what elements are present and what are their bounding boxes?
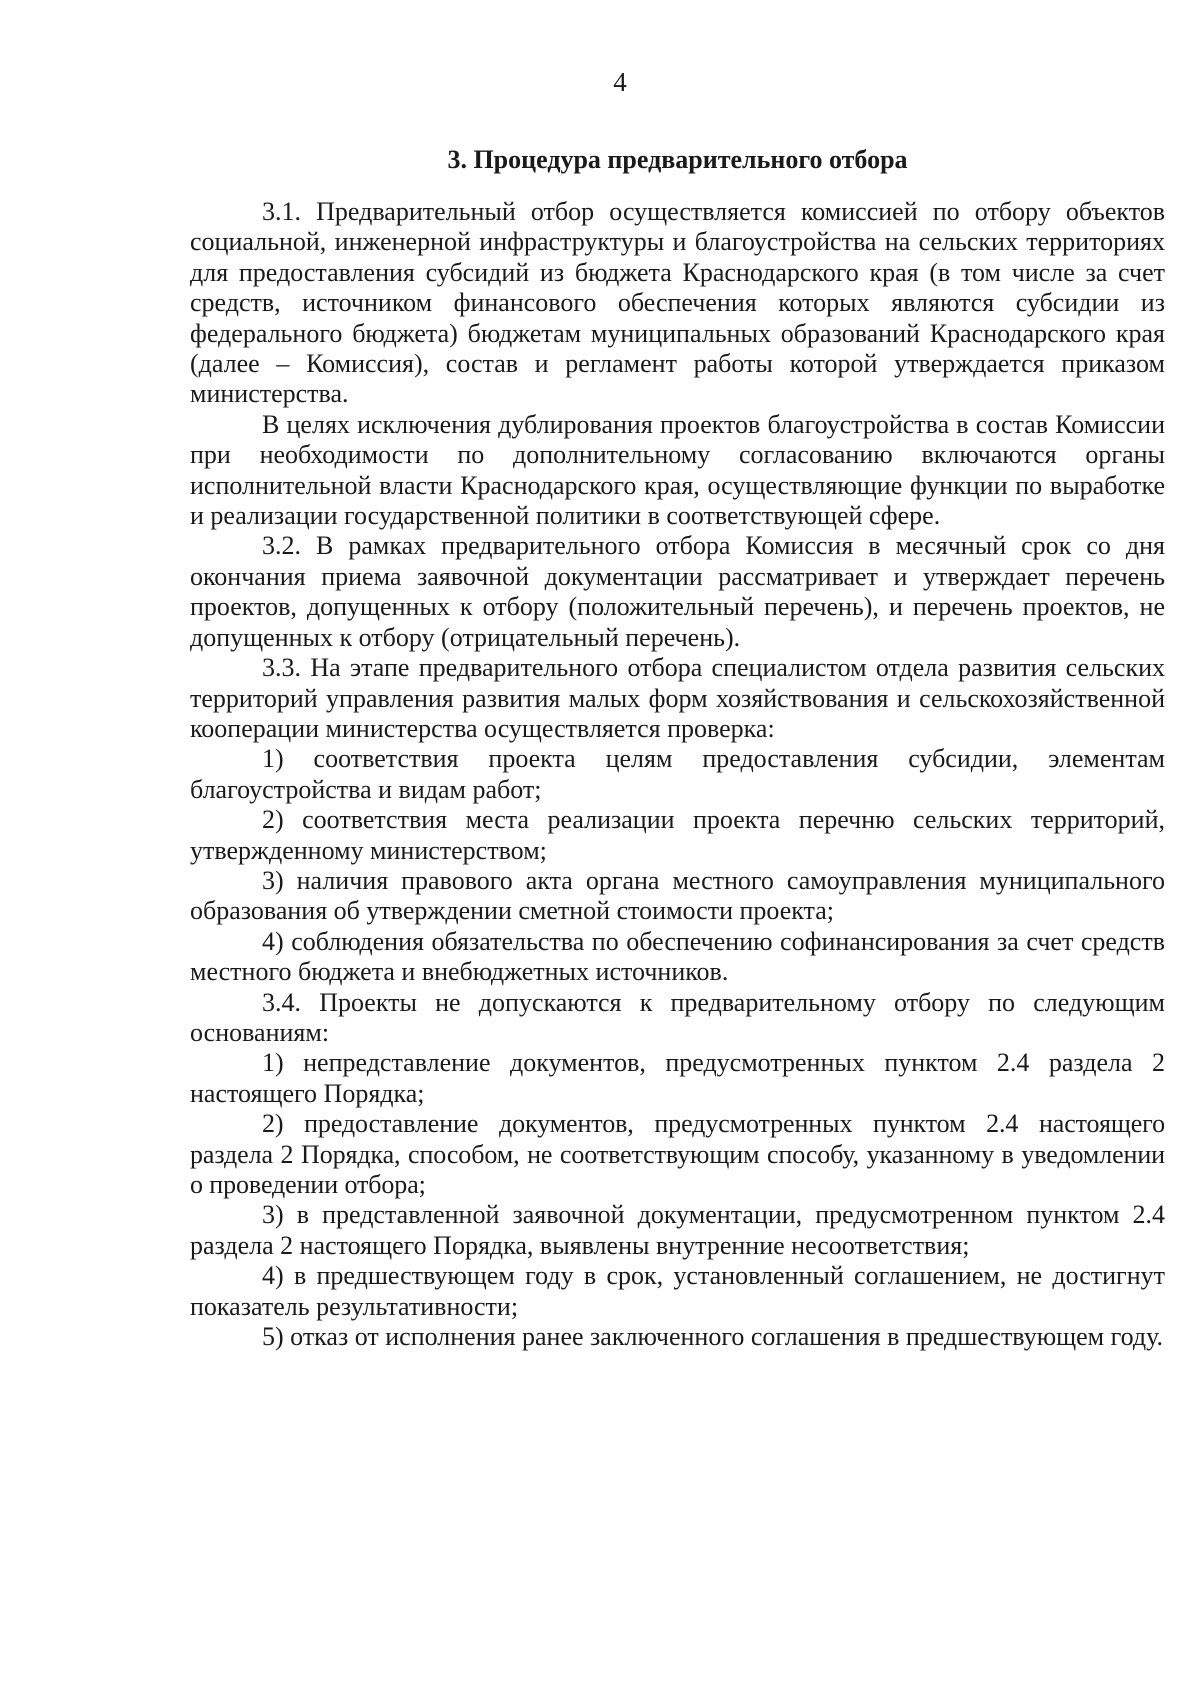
- paragraph-3-2: 3.2. В рамках предварительного отбора Комиссия в месячный срок со дня окончания приема заявочной документации рассматривает и утверждает перечень проектов, допущенных к отбору (положительный перечень), и перечень проектов, не допущенных к отбору (отрицательный перечень).: [190, 531, 1165, 652]
- paragraph-3-4: 3.4. Проекты не допускаются к предварительному отбору по следующим основаниям:: [190, 987, 1165, 1047]
- paragraph-3-4-item-5: 5) отказ от исполнения ранее заключенного соглашения в предшествующем году.: [262, 1322, 1164, 1352]
- paragraph-3-1: 3.1. Предварительный отбор осуществляется комиссией по отбору объектов социальной, инженерной инфраструктуры и благоустройства на сельских территориях для предоставления субсидий из бюджета Краснодарского края (в том числе за счет средств, источником финансового обеспечения которых являются субсидии из федерального бюджета) бюджетам муниципальных образований Краснодарского края (далее – Комиссия), состав и регламент работы которой утверждается приказом министерства.: [190, 197, 1165, 409]
- paragraph-commission-composition: В целях исключения дублирования проектов благоустройства в состав Комиссии при необходимости по дополнительному согласованию включаются органы исполнительной власти Краснодарского края, осуществляющие функции по выработке и реализации государственной политики в соответствующей сфере.: [190, 409, 1165, 531]
- paragraph-3-3-item-4: 4) соблюдения обязательства по обеспечению софинансирования за счет средств местного бюджета и внебюджетных источников.: [190, 926, 1165, 987]
- paragraph-3-3-item-1: 1) соответствия проекта целям предоставления субсидии, элементам благоустройства и видам работ;: [190, 744, 1165, 804]
- paragraph-3-4-item-4: 4) в предшествующем году в срок, установленный соглашением, не достигнут показатель результативности;: [190, 1261, 1165, 1321]
- paragraph-3-3: 3.3. На этапе предварительного отбора специалистом отдела развития сельских территорий управления развития малых форм хозяйствования и сельскохозяйственной кооперации министерства осуществляется проверка:: [190, 653, 1165, 743]
- paragraph-3-3-item-3: 3) наличия правового акта органа местного самоуправления муниципального образования об утверждении сметной стоимости проекта;: [190, 865, 1165, 926]
- page-number: 4: [613, 67, 627, 97]
- section-title: 3. Процедура предварительного отбора: [447, 145, 908, 174]
- paragraph-3-4-item-2: 2) предоставление документов, предусмотренных пунктом 2.4 настоящего раздела 2 Порядка, способом, не соответствующим способу, указанному в уведомлении о проведении отбора;: [190, 1109, 1165, 1199]
- paragraph-3-3-item-2: 2) соответствия места реализации проекта перечню сельских территорий, утвержденному министерством;: [190, 805, 1165, 865]
- document-body: [190, 197, 1165, 1352]
- paragraph-3-4-item-1: 1) непредставление документов, предусмотренных пунктом 2.4 раздела 2 настоящего Порядка;: [190, 1048, 1165, 1108]
- paragraph-3-4-item-3: 3) в представленной заявочной документации, предусмотренном пунктом 2.4 раздела 2 настоящего Порядка, выявлены внутренние несоответствия;: [190, 1200, 1165, 1260]
